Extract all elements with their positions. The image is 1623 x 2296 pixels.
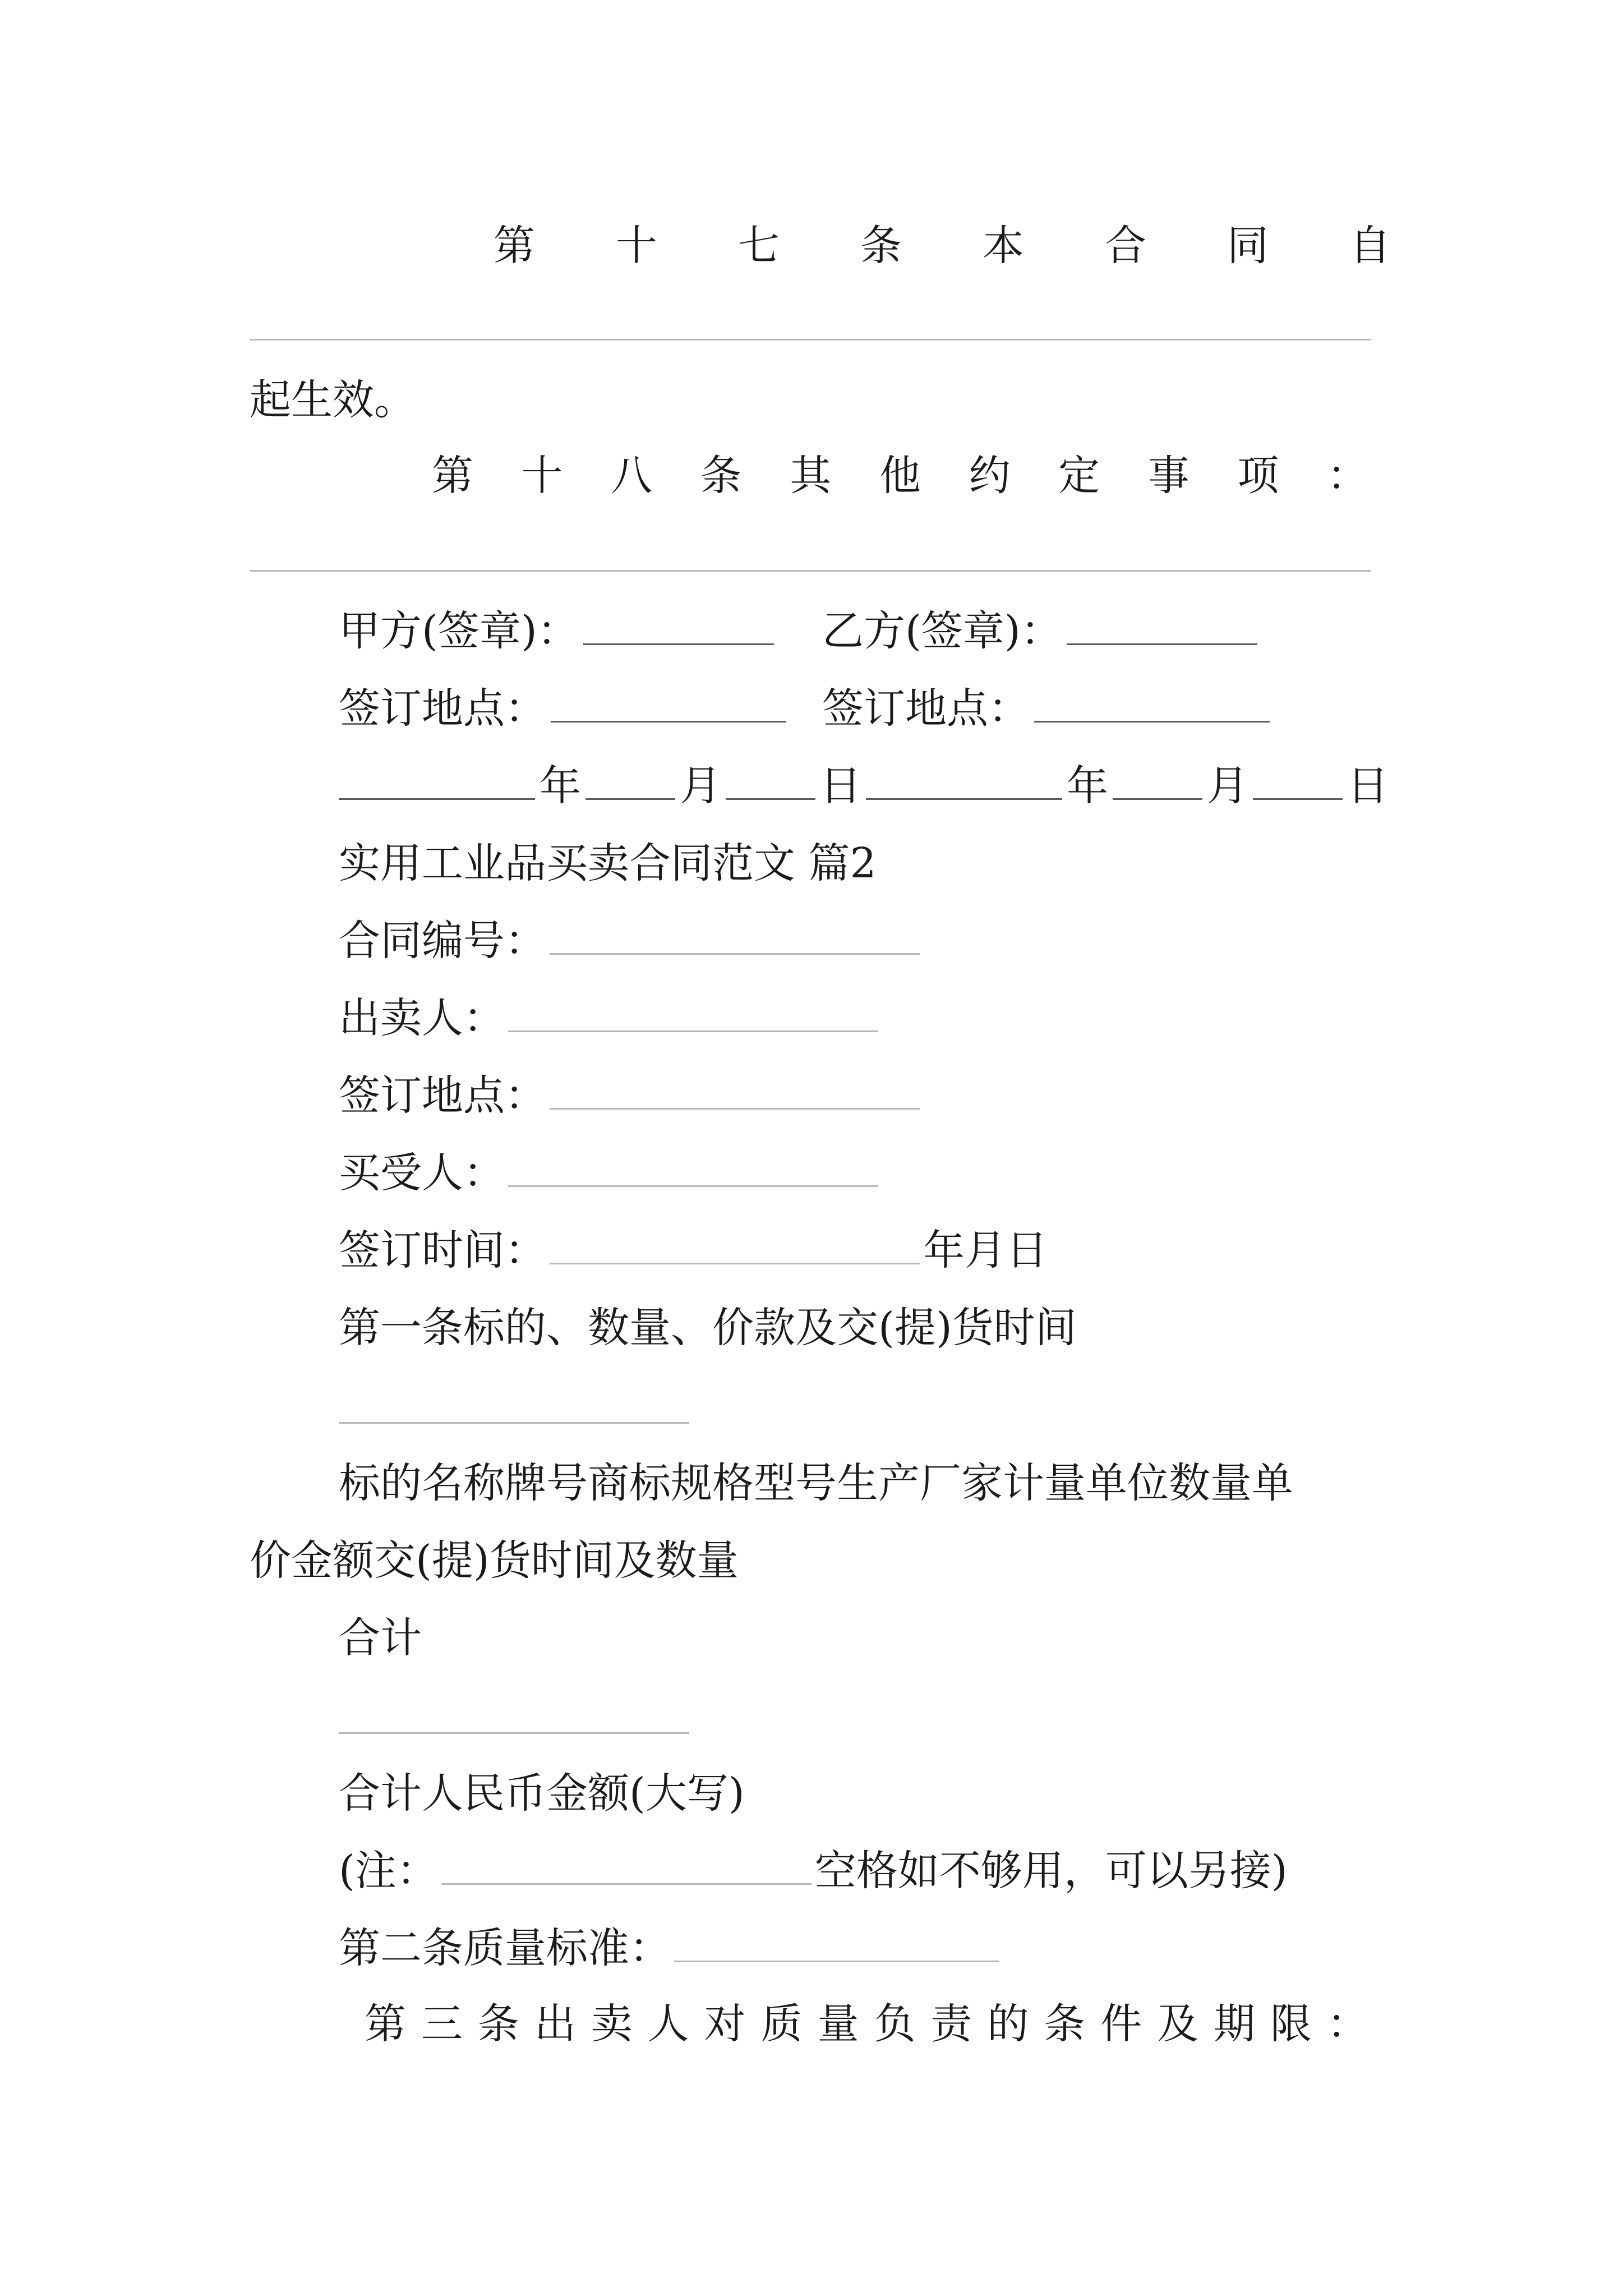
article-1: 第一条标的、数量、价款及交(提)货时间: [339, 1304, 1077, 1352]
sign-place-blank: [550, 1069, 920, 1110]
heading-char: 自: [1349, 222, 1391, 270]
fill-line: [250, 339, 1371, 341]
heading-char: 其: [790, 452, 832, 500]
heading-char: 卖: [591, 2000, 633, 2048]
fill-line: [250, 570, 1371, 572]
heading-char: 他: [879, 452, 921, 500]
sign-place-label: 签订地点：: [339, 1071, 546, 1120]
heading-char: 事: [1147, 452, 1189, 500]
buyer-row: [0, 1146, 1623, 1200]
party-a-label: 甲方(签章)：: [339, 607, 579, 655]
article-2-row: [0, 1921, 1623, 1975]
heading-char: 及: [1157, 2000, 1199, 2048]
article-17-suffix: 起生效。: [250, 376, 416, 424]
party-b-label: 乙方(签章)：: [822, 607, 1062, 655]
heading-char: 第: [494, 222, 535, 270]
heading-char: 第: [432, 452, 473, 500]
seller-row: [0, 991, 1623, 1045]
place-b-blank: [1034, 682, 1270, 723]
heading-char: 十: [616, 222, 657, 270]
heading-char: 定: [1058, 452, 1100, 500]
heading-char: 同: [1227, 222, 1269, 270]
note-blank: [441, 1844, 811, 1885]
heading-char: ：: [1326, 452, 1368, 500]
contract-number-blank: [550, 914, 920, 955]
buyer-label: 买受人：: [339, 1149, 505, 1197]
day-blank: [726, 759, 815, 800]
buyer-blank: [508, 1146, 878, 1187]
day-blank: [1253, 759, 1343, 800]
sign-place-row-2: [0, 1069, 1623, 1122]
heading-char: 的: [987, 2000, 1029, 2048]
month-label: 月: [1207, 762, 1248, 810]
heading-char: 合: [1105, 222, 1146, 270]
place-a-blank: [551, 682, 786, 723]
seller-blank: [508, 991, 878, 1032]
place-b-label: 签订地点：: [822, 684, 1030, 733]
year-blank: [339, 759, 535, 800]
note-row: [0, 1844, 1623, 1898]
fill-line: [339, 1422, 689, 1424]
article-2-blank: [674, 1921, 999, 1962]
month-label: 月: [680, 762, 721, 810]
fill-line: [339, 1732, 689, 1734]
article-3-heading: [365, 1997, 1368, 2051]
heading-char: 期: [1214, 2000, 1256, 2048]
heading-char: 七: [738, 222, 780, 270]
note-prefix: (注：: [339, 1847, 438, 1895]
note-suffix: 空格如不够用，可以另接): [814, 1847, 1288, 1895]
seller-label: 出卖人：: [339, 994, 505, 1042]
year-blank: [866, 759, 1062, 800]
columns-line-1: 标的名称牌号商标规格型号生产厂家计量单位数量单: [339, 1459, 1293, 1507]
columns-line-2: 价金额交(提)货时间及数量: [250, 1536, 739, 1585]
heading-char: 件: [1100, 2000, 1142, 2048]
sign-time-row: [0, 1223, 1623, 1277]
doc2-heading: 实用工业品买卖合同范文 篇2: [339, 839, 877, 887]
place-a-label: 签订地点：: [339, 684, 546, 733]
contract-number-row: [0, 914, 1623, 968]
heading-char: 三: [421, 2000, 463, 2048]
heading-char: 条: [1044, 2000, 1086, 2048]
heading-char: 人: [647, 2000, 689, 2048]
heading-char: 量: [817, 2000, 859, 2048]
article-17-heading: [494, 219, 1391, 273]
party-b-blank: [1067, 604, 1257, 645]
year-label: 年: [540, 762, 581, 810]
party-a-blank: [583, 604, 774, 645]
heading-char: 条: [477, 2000, 519, 2048]
article-2-label: 第二条质量标准：: [339, 1924, 671, 1972]
heading-char: 负: [874, 2000, 916, 2048]
month-blank: [1113, 759, 1202, 800]
heading-char: 限: [1270, 2000, 1312, 2048]
heading-char: ：: [1326, 2000, 1368, 2048]
heading-char: 八: [611, 452, 653, 500]
heading-char: 质: [760, 2000, 803, 2048]
total-rmb-label: 合计人民币金额(大写): [339, 1769, 745, 1818]
heading-char: 约: [969, 452, 1011, 500]
heading-char: 出: [534, 2000, 576, 2048]
contract-number-label: 合同编号：: [339, 917, 546, 965]
sign-time-suffix: 年月日: [923, 1226, 1048, 1274]
sign-time-blank: [550, 1223, 920, 1264]
article-18-heading: [432, 449, 1368, 503]
total-label: 合计: [339, 1614, 422, 1662]
heading-char: 对: [704, 2000, 746, 2048]
day-label: 日: [1347, 762, 1389, 810]
month-blank: [585, 759, 675, 800]
sign-time-label: 签订时间：: [339, 1226, 546, 1274]
heading-char: 本: [983, 222, 1024, 270]
heading-char: 条: [860, 222, 902, 270]
heading-char: 第: [365, 2000, 406, 2048]
heading-char: 条: [700, 452, 742, 500]
heading-char: 责: [930, 2000, 972, 2048]
heading-char: 十: [521, 452, 563, 500]
day-label: 日: [820, 762, 861, 810]
heading-char: 项: [1237, 452, 1279, 500]
year-label: 年: [1067, 762, 1108, 810]
